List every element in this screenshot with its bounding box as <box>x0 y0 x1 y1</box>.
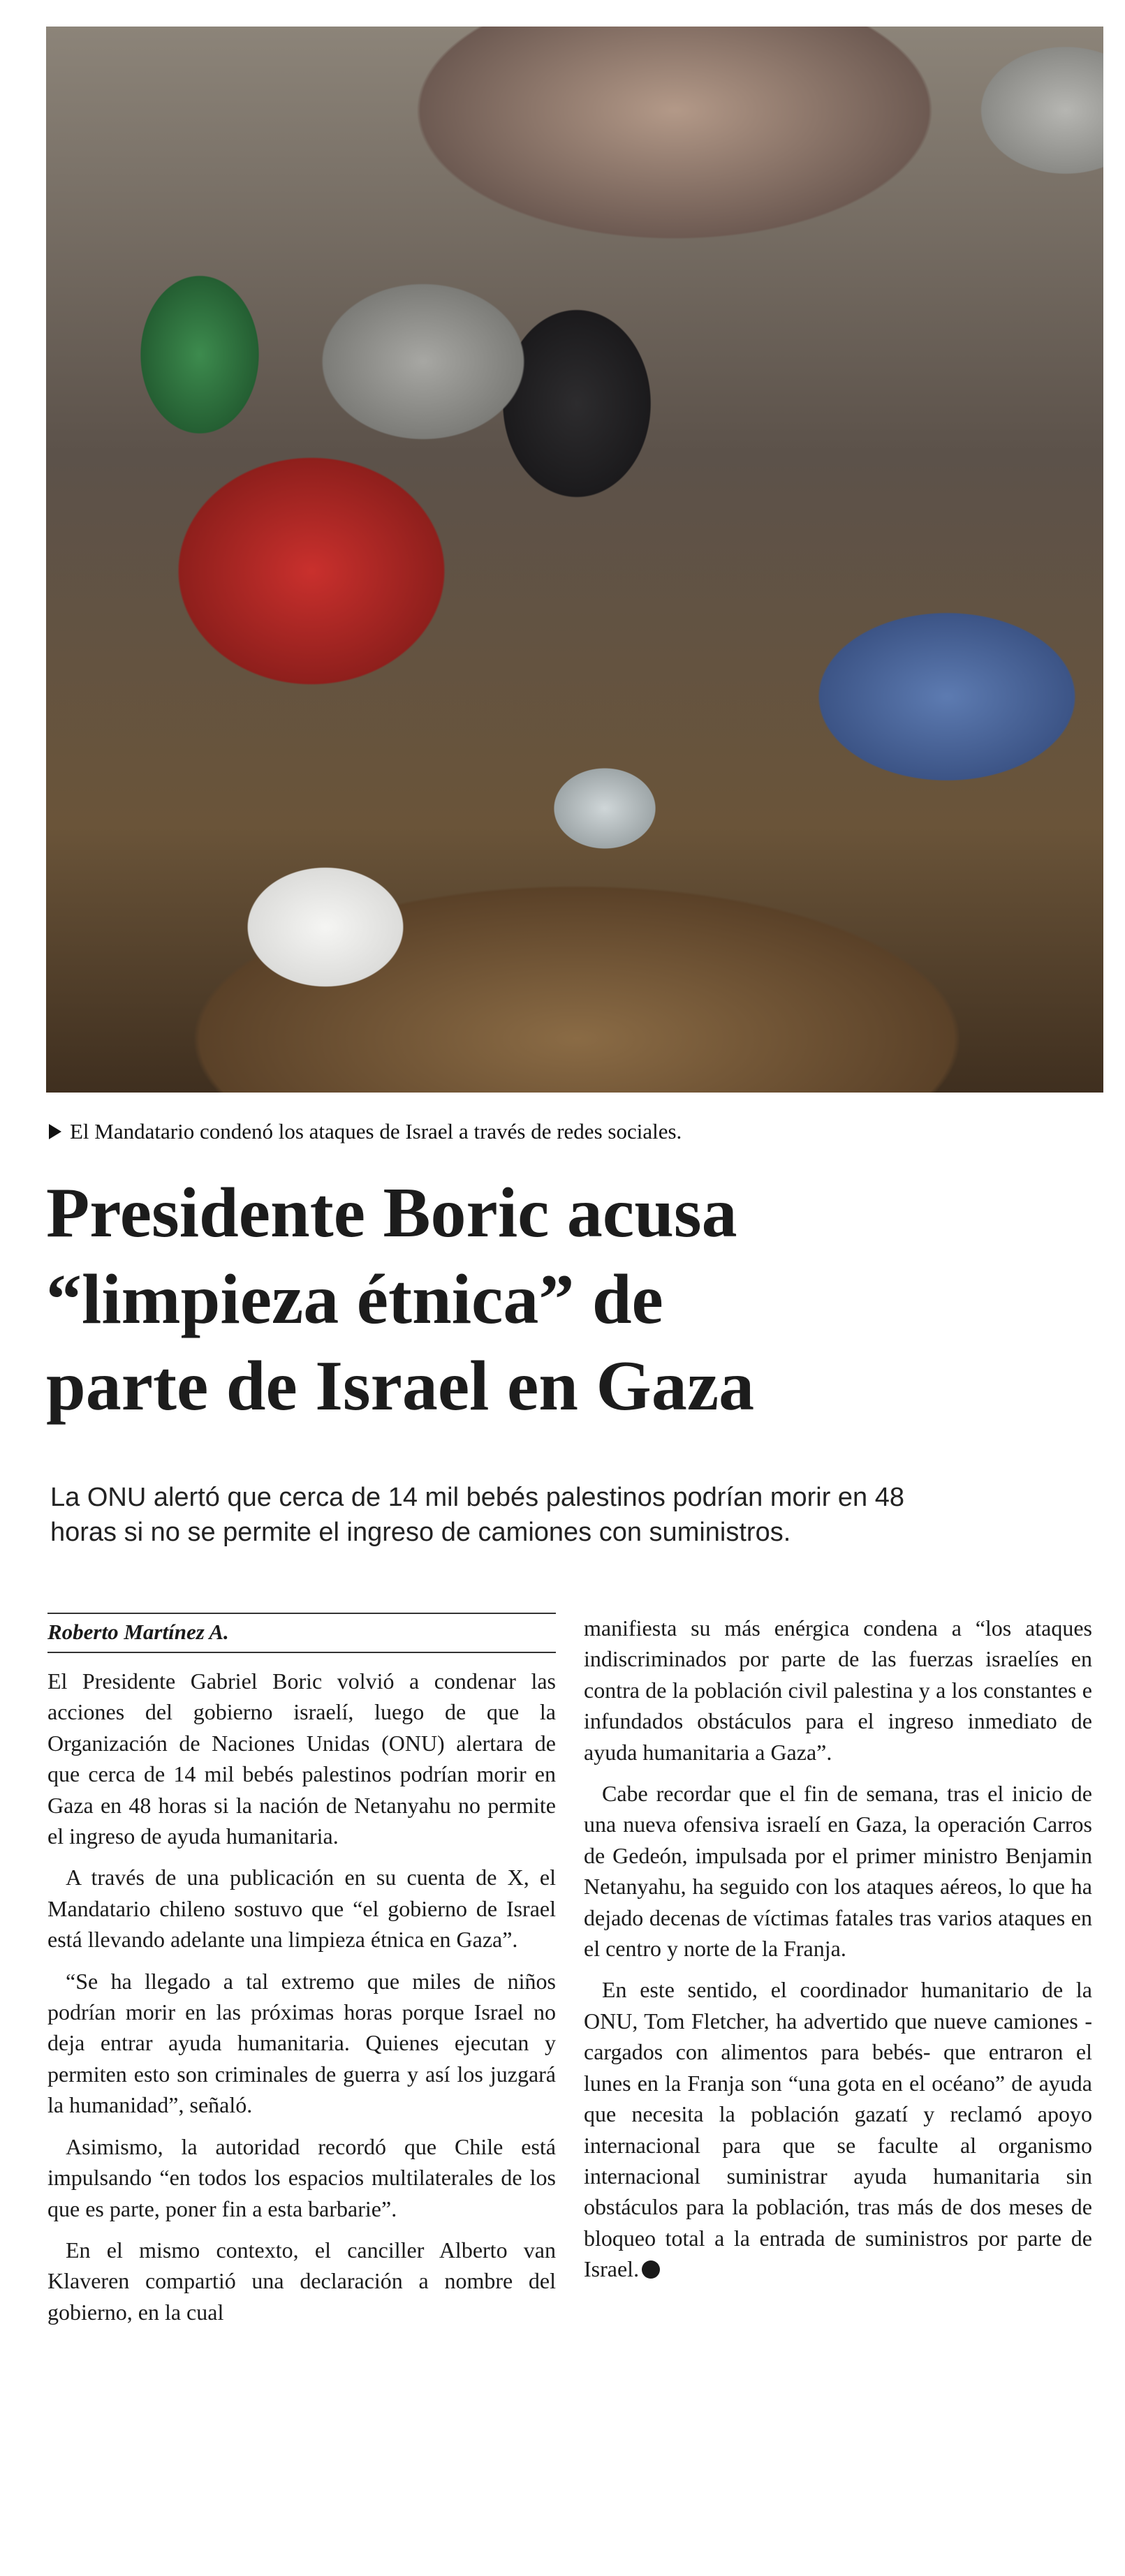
body-paragraph: El Presidente Gabriel Boric volvió a condenar las acciones del gobierno israelí, luego de que la Organización de Naciones Unidas (ONU) alertara de que cerca de 14 mil bebés palestinos podrían morir en Gaza en 48 horas si la nación de Netanyahu no permite el ingreso de ayuda humanitaria. <box>47 1668 556 1849</box>
body-paragraph: “Se ha llegado a tal extremo que miles de niños podrían morir en las próximas horas porque Israel no deja entrar ayuda humanitaria. Quienes ejecutan y permiten esto son criminales de guerra y así los juzgará la humanidad”, señaló. <box>47 1968 556 2118</box>
body-paragraph: A través de una publicación en su cuenta de X, el Mandatario chileno sostuvo que “el gobierno de Israel está llevando adelante una limpieza étnica en Gaza”. <box>47 1865 556 1953</box>
body-paragraph: manifiesta su más enérgica condena a “los ataques indiscriminados por parte de las fuerzas israelíes en contra de la población civil palestina y a los constantes e infundados obstáculos para el ingreso inmediato de ayuda humanitaria a Gaza”. <box>584 1615 1092 1765</box>
body-paragraph: En el mismo contexto, el canciller Alberto van Klaveren compartió una declaración a nombre del gobierno, en la cual <box>47 2237 556 2325</box>
byline-rule <box>47 1613 556 1653</box>
caption-triangle-icon <box>49 1124 61 1139</box>
body-paragraph: Cabe recordar que el fin de semana, tras el inicio de una nueva ofensiva israelí en Gaza, la operación Carros de Gedeón, impulsada por el primer ministro Benjamin Netanyahu, ha seguido con los ataques aéreos, lo que ha dejado decenas de víctimas fatales tras varios ataques en el centro y norte de la Franja. <box>584 1781 1092 1962</box>
headline: Presidente Boric acusa “limpieza étnica” de parte de Israel en Gaza <box>46 1174 755 1426</box>
article-column-left <box>47 1613 556 2338</box>
end-of-article-icon <box>642 2260 660 2279</box>
body-paragraph-last <box>584 1974 1092 2284</box>
caption-text: El Mandatario condenó los ataques de Israel a través de redes sociales. <box>70 1119 682 1143</box>
deck-subtitle: La ONU alertó que cerca de 14 mil bebés palestinos podrían morir en 48 horas si no se permite el ingreso de camiones con suministros. <box>50 1483 905 1547</box>
photo-caption <box>49 1118 1096 1146</box>
body-paragraph: Asimismo, la autoridad recordó que Chile está impulsando “en todos los espacios multilaterales de los que es parte, poner fin a esta barbarie”. <box>47 2133 556 2221</box>
article-column-right <box>584 1613 1092 2295</box>
article-photo <box>46 27 1103 1093</box>
body-paragraph-text: En este sentido, el coordinador humanitario de la ONU, Tom Fletcher, ha advertido que nueve camiones -cargados con alimentos para bebés- que entraron el lunes en la Franja son “una gota en el océano” de ayuda que necesita la población gazatí y reclamó apoyo internacional para que se faculte al organismo internacional suministrar ayuda humanitaria sin obstáculos para la población, tras más de dos meses de bloqueo total a la entrada de suministros por parte de Israel. <box>584 1977 1092 2282</box>
byline: Roberto Martínez A. <box>47 1620 229 1644</box>
